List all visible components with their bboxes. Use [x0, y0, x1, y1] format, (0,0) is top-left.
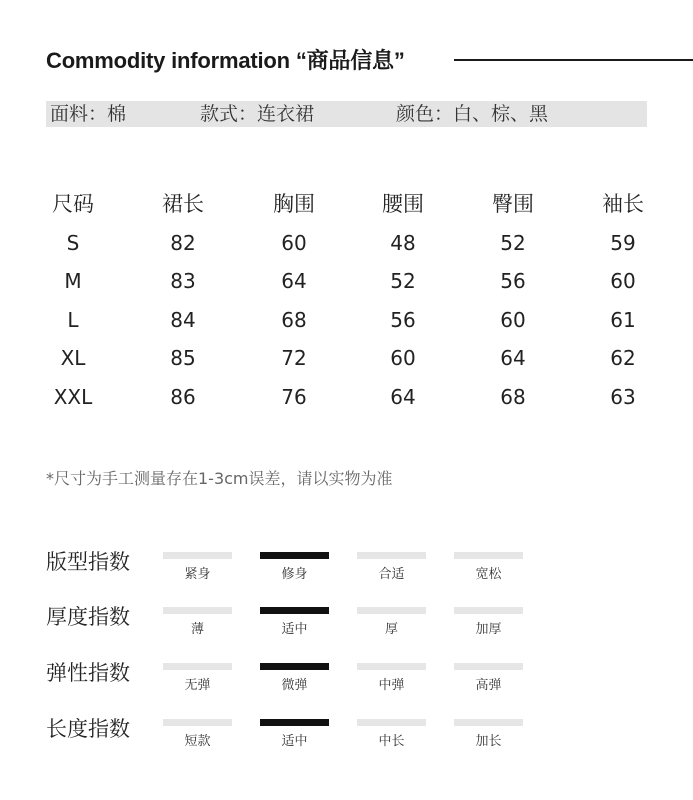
- table-cell: 60: [390, 346, 416, 371]
- index-option: [163, 552, 232, 582]
- table-cell: 76: [281, 384, 307, 409]
- table-cell: 60: [500, 307, 526, 332]
- table-cell: 84: [170, 307, 196, 332]
- index-bar: [357, 663, 426, 670]
- index-option-label: 合适: [378, 567, 405, 582]
- table-cell: 82: [170, 230, 196, 255]
- index-option: [357, 719, 426, 749]
- index-bar: [454, 663, 523, 670]
- table-cell: 64: [500, 346, 526, 371]
- table-cell: 86: [170, 384, 196, 409]
- index-option: [454, 552, 523, 582]
- column-header: 尺码: [52, 192, 94, 216]
- index-option-label: 加厚: [475, 622, 502, 637]
- index-option: [357, 607, 426, 637]
- index-bar: [260, 552, 329, 559]
- index-option-label: 中弹: [378, 678, 405, 693]
- index-option: [260, 607, 329, 637]
- column-header: 袖长: [602, 192, 644, 216]
- measurement-note: *尺寸为手工测量存在1-3cm误差，请以实物为准: [46, 469, 393, 488]
- style-info: 款式：连衣裙: [200, 103, 315, 125]
- column-header: 腰围: [382, 192, 424, 216]
- thickness-index-row: [46, 603, 546, 643]
- table-cell: 68: [500, 384, 526, 409]
- index-bar: [357, 607, 426, 614]
- index-option-label: 微弹: [281, 678, 308, 693]
- table-row: [40, 304, 680, 343]
- size-table: [40, 188, 680, 420]
- table-cell: S: [66, 230, 80, 255]
- table-cell: 48: [390, 230, 416, 255]
- table-cell: 61: [610, 307, 636, 332]
- color-info: 颜色：白、棕、黑: [396, 103, 549, 125]
- section-title: Commodity information “商品信息”: [46, 48, 405, 73]
- table-cell: 56: [390, 307, 416, 332]
- table-cell: 62: [610, 346, 636, 371]
- index-option: [260, 663, 329, 693]
- table-cell: XXL: [53, 384, 93, 409]
- index-option-label: 加长: [475, 734, 502, 749]
- index-option: [163, 663, 232, 693]
- index-option: [260, 552, 329, 582]
- index-bar: [163, 607, 232, 614]
- title-divider-line: [454, 59, 693, 61]
- index-option-label: 适中: [281, 734, 308, 749]
- index-bar: [454, 552, 523, 559]
- index-bar: [163, 552, 232, 559]
- index-bar: [454, 719, 523, 726]
- index-option: [454, 607, 523, 637]
- table-cell: 64: [390, 384, 416, 409]
- table-cell: 52: [500, 230, 526, 255]
- index-option: [163, 607, 232, 637]
- index-bar: [260, 663, 329, 670]
- index-bar: [357, 719, 426, 726]
- table-row: [40, 342, 680, 381]
- column-header: 胸围: [273, 192, 315, 216]
- index-bar: [454, 607, 523, 614]
- section-header: [46, 44, 693, 74]
- table-cell: 72: [281, 346, 307, 371]
- index-bar: [260, 607, 329, 614]
- table-header-row: [40, 188, 680, 227]
- index-option: [454, 663, 523, 693]
- index-bar: [163, 663, 232, 670]
- table-cell: 56: [500, 269, 526, 294]
- index-bar: [260, 719, 329, 726]
- index-label: 长度指数: [46, 717, 130, 741]
- index-option-label: 中长: [378, 734, 405, 749]
- index-option: [357, 663, 426, 693]
- index-option: [454, 719, 523, 749]
- length-index-row: [46, 715, 546, 755]
- column-header: 臀围: [492, 192, 534, 216]
- index-option: [260, 719, 329, 749]
- table-row: [40, 227, 680, 266]
- index-option-label: 修身: [281, 567, 308, 582]
- table-cell: 83: [170, 269, 196, 294]
- table-cell: 63: [610, 384, 636, 409]
- table-cell: 59: [610, 230, 636, 255]
- index-option-label: 短款: [184, 734, 211, 749]
- table-cell: L: [67, 307, 79, 332]
- table-cell: M: [64, 269, 82, 294]
- table-cell: XL: [60, 346, 86, 371]
- index-option-label: 高弹: [475, 678, 502, 693]
- index-bar: [163, 719, 232, 726]
- index-option-label: 宽松: [475, 567, 502, 582]
- index-option-label: 厚: [384, 622, 398, 637]
- index-option-label: 适中: [281, 622, 308, 637]
- product-info-bar: [46, 101, 647, 127]
- table-cell: 68: [281, 307, 307, 332]
- index-label: 版型指数: [46, 550, 130, 574]
- table-row: [40, 265, 680, 304]
- index-option-label: 紧身: [184, 567, 211, 582]
- column-header: 裙长: [162, 192, 204, 216]
- index-option-label: 薄: [190, 622, 204, 637]
- table-row: [40, 381, 680, 420]
- table-cell: 85: [170, 346, 196, 371]
- index-option: [357, 552, 426, 582]
- table-cell: 60: [610, 269, 636, 294]
- index-bar: [357, 552, 426, 559]
- index-label: 弹性指数: [46, 661, 130, 685]
- fabric-info: 面料：棉: [50, 103, 127, 125]
- index-option-label: 无弹: [184, 678, 211, 693]
- table-cell: 60: [281, 230, 307, 255]
- index-option: [163, 719, 232, 749]
- elasticity-index-row: [46, 659, 546, 699]
- fit-index-row: [46, 548, 546, 588]
- table-cell: 52: [390, 269, 416, 294]
- index-label: 厚度指数: [46, 605, 130, 629]
- table-cell: 64: [281, 269, 307, 294]
